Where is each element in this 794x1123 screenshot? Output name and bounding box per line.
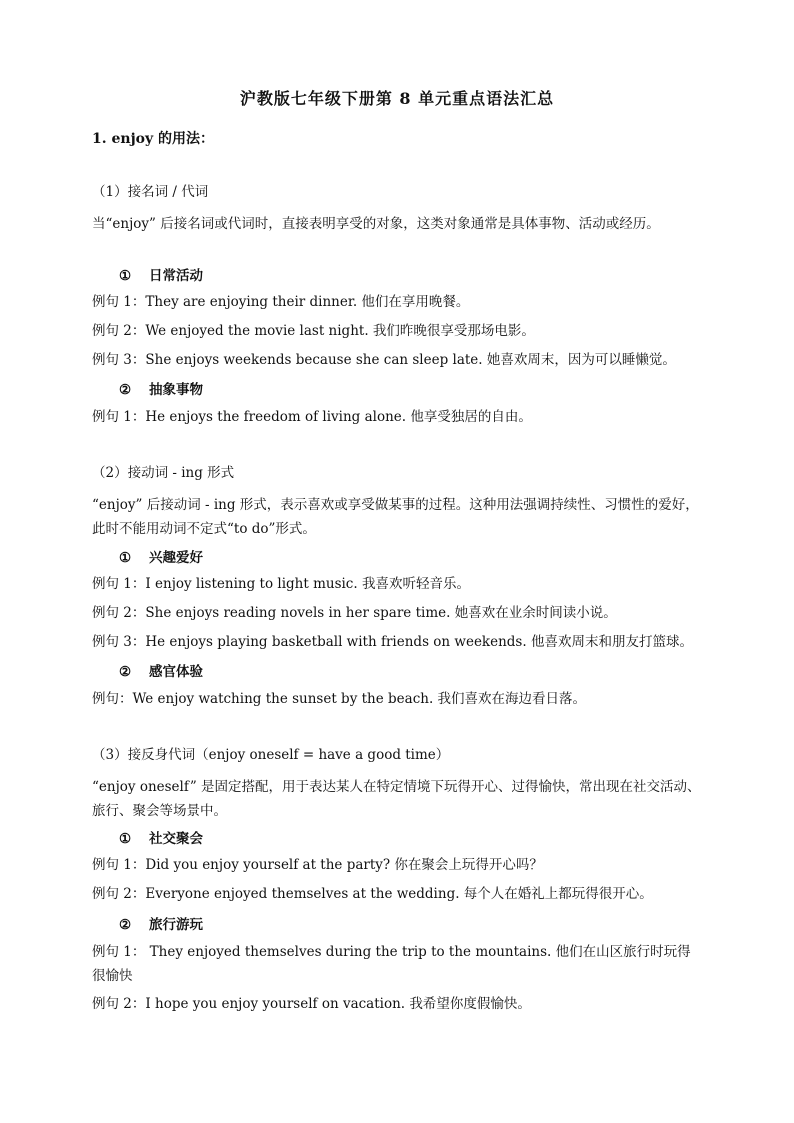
section-1-title: （1）接名词 / 代词: [92, 184, 209, 200]
example-sentence: 例句 1：He enjoys the freedom of living alone. 他享受独居的自由。: [92, 409, 532, 425]
group-label: 旅行游玩: [149, 917, 203, 933]
section-3-title: （3）接反身代词（enjoy oneself = have a good time）: [92, 747, 450, 763]
group-number: ①: [119, 550, 132, 566]
section-2-description: “enjoy” 后接动词 - ing 形式，表示喜欢或享受做某事的过程。这种用法强调持续性、习惯性的爱好，此时不能用动词不定式“to do”形式。: [92, 497, 699, 537]
example-sentence: 例句 3：He enjoys playing basketball with friends on weekends. 他喜欢周末和朋友打篮球。: [92, 634, 693, 650]
document-title: 沪教版七年级下册第 8 单元重点语法汇总: [239, 89, 555, 108]
group-number: ②: [119, 382, 132, 398]
group-label: 日常活动: [149, 268, 203, 284]
group-label: 兴趣爱好: [149, 550, 203, 566]
section-2-group-1-label: [119, 546, 203, 566]
example-sentence: 例句 2：I hope you enjoy yourself on vacation. 我希望你度假愉快。: [92, 996, 531, 1012]
example-sentence: 例句 2：She enjoys reading novels in her spare time. 她喜欢在业余时间读小说。: [92, 605, 617, 621]
example-sentence: 例句：We enjoy watching the sunset by the beach. 我们喜欢在海边看日落。: [92, 691, 587, 707]
section-3-description: “enjoy oneself” 是固定搭配，用于表达某人在特定情境下玩得开心、过得愉快，常出现在社交活动、旅行、聚会等场景中。: [92, 779, 701, 819]
group-number: ①: [119, 268, 132, 284]
section-heading: 1. enjoy 的用法：: [92, 131, 214, 147]
section-2-title: （2）接动词 - ing 形式: [92, 465, 235, 481]
section-3-group-1-label: [119, 827, 203, 847]
example-sentence: 例句 2：We enjoyed the movie last night. 我们昨晚很享受那场电影。: [92, 323, 535, 339]
section-1-group-1-label: [119, 264, 203, 284]
group-label: 社交聚会: [149, 831, 203, 847]
example-sentence: 例句 1： They enjoyed themselves during the trip to the mountains. 他们在山区旅行时玩得很愉快: [92, 944, 691, 984]
group-label: 感官体验: [149, 664, 203, 680]
section-1-group-2-label: [119, 378, 203, 398]
example-sentence: 例句 1：They are enjoying their dinner. 他们在享用晚餐。: [92, 294, 470, 310]
section-2-group-2-label: [119, 660, 203, 680]
example-sentence: 例句 2：Everyone enjoyed themselves at the wedding. 每个人在婚礼上都玩得很开心。: [92, 886, 653, 902]
group-number: ①: [119, 831, 132, 847]
example-sentence: 例句 1：Did you enjoy yourself at the party? 你在聚会上玩得开心吗？: [92, 857, 543, 873]
example-sentence: 例句 1：I enjoy listening to light music. 我喜欢听轻音乐。: [92, 576, 470, 592]
group-number: ②: [119, 664, 132, 680]
example-sentence: 例句 3：She enjoys weekends because she can sleep late. 她喜欢周末，因为可以睡懒觉。: [92, 352, 676, 368]
group-number: ②: [119, 917, 132, 933]
section-1-description: 当“enjoy” 后接名词或代词时，直接表明享受的对象，这类对象通常是具体事物、活动或经历。: [92, 216, 660, 232]
group-label: 抽象事物: [149, 382, 203, 398]
section-3-group-2-label: [119, 913, 203, 933]
